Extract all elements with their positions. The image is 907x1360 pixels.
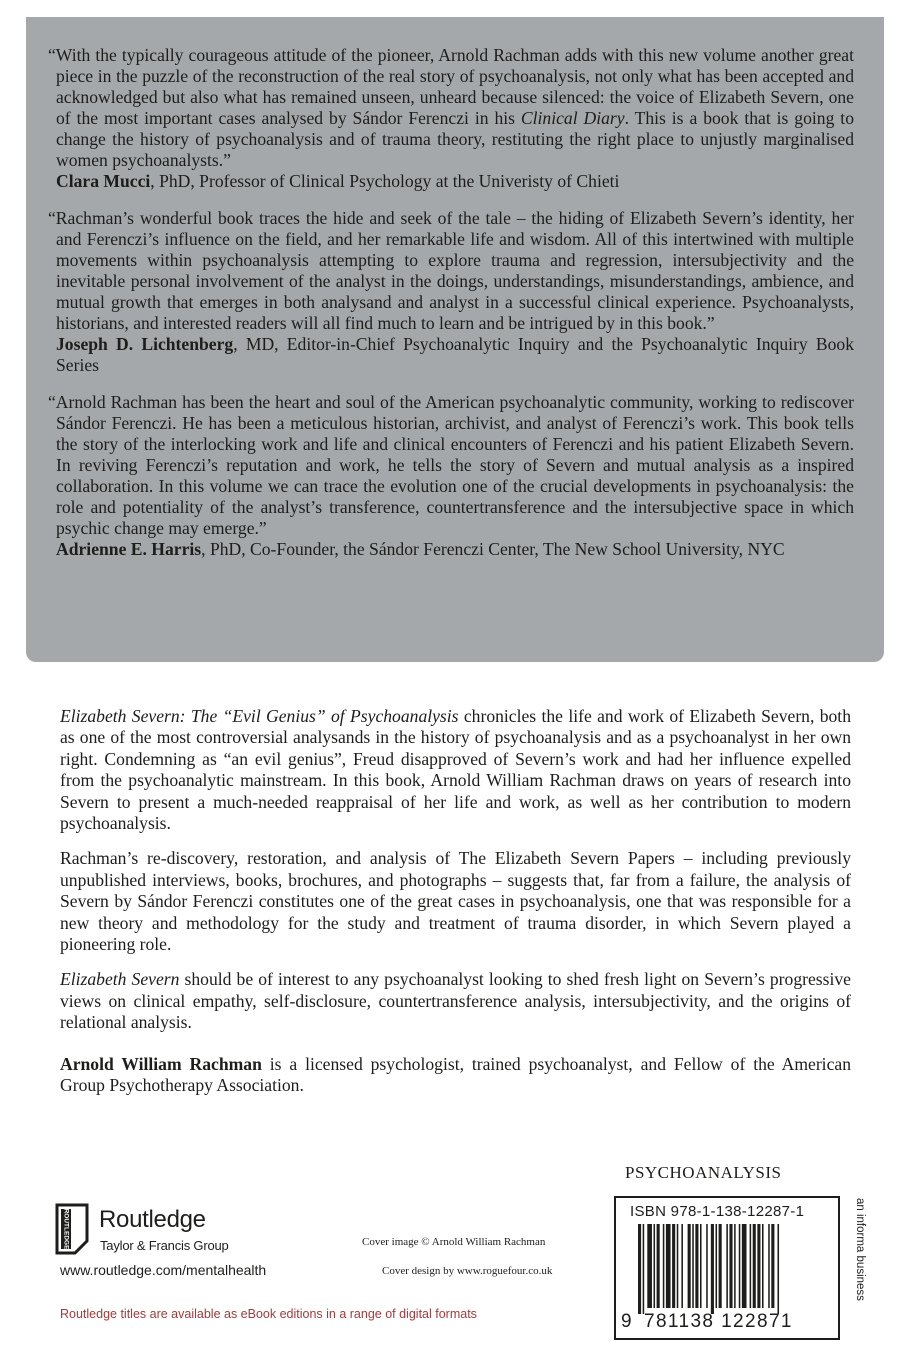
book-title-short: Elizabeth Severn [60, 969, 180, 990]
barcode-bar [719, 1224, 722, 1308]
barcode-bar [711, 1224, 714, 1314]
paragraph-text: chronicles the life and work of Elizabeth Severn, both as one of the most controversial analysands in the history of psychoanalysis and as a psychoanalyst in her own right. Condemning as “an evil genius”, Freud disapproved of Severn’s work and had her influence expelled from the psychoanalytic mainstream. In this book, Arnold William Rachman draws on years of research into Severn to present a much-needed reappraisal of her life and work, as well as her contribution to modern psychoanalysis. [60, 706, 851, 834]
isbn-label: ISBN 978-1-138-12287-1 [630, 1203, 805, 1220]
logo-wordmark: ROUTLEDGE [62, 1208, 70, 1250]
barcode-bar [706, 1224, 708, 1308]
author-bio [60, 1054, 851, 1097]
endorser-name: Clara Mucci [56, 171, 151, 191]
endorser-name: Adrienne E. Harris [56, 539, 202, 559]
barcode-bar [753, 1224, 756, 1308]
endorser-name: Joseph D. Lichtenberg [56, 334, 234, 354]
subject-category: PSYCHOANALYSIS [625, 1163, 782, 1182]
barcode-bar [643, 1224, 645, 1314]
barcode-digits: 781138 122871 [644, 1311, 793, 1332]
barcode-icon [638, 1224, 824, 1314]
book-title: Elizabeth Severn: The “Evil Genius” of Psychoanalysis [60, 706, 459, 726]
barcode-bar [654, 1224, 656, 1308]
publisher-group: Taylor & Francis Group [100, 1238, 229, 1253]
ebook-availability-note: Routledge titles are available as eBook editions in a range of digital formats [60, 1307, 477, 1321]
barcode-bar [677, 1224, 679, 1308]
barcode-bar [657, 1224, 660, 1308]
barcode-bar [768, 1224, 770, 1308]
barcode-bar [734, 1224, 736, 1308]
barcode-first-digit: 9 [621, 1311, 632, 1332]
description-paragraph [60, 706, 851, 834]
quote-attribution [56, 171, 854, 192]
endorser-credentials: , PhD, Professor of Clinical Psychology at the Univeristy of Chieti [150, 171, 620, 191]
endorser-credentials: , MD, Editor-in-Chief Psychoanalytic Inquiry and the Psychoanalytic Inquiry Book Series [56, 334, 854, 375]
description-paragraph [60, 848, 851, 955]
quote-text: “With the typically courageous attitude of the pioneer, Arnold Rachman adds with this new volume another great piece in the puzzle of the reconstruction of the real story of psychoanalysis, not only what has been accepted and acknowledged but also what has remained unseen, unheard because silenced: the voice of Elizabeth Severn, one of the most important cases analysed by Sándor Ferenczi in his [48, 45, 854, 128]
barcode-bar [692, 1224, 694, 1308]
endorser-credentials: , PhD, Co-Founder, the Sándor Ferenczi Center, The New School University, NYC [201, 539, 785, 559]
cover-image-credit: Cover image © Arnold William Rachman [362, 1236, 546, 1248]
book-description [60, 706, 851, 1111]
barcode-bar [638, 1224, 641, 1314]
barcode-bar [778, 1224, 780, 1314]
cover-design-credit: Cover design by www.roguefour.co.uk [382, 1265, 553, 1277]
author-name: Arnold William Rachman [60, 1053, 262, 1074]
endorsements-panel [26, 17, 884, 662]
barcode-bar [663, 1224, 665, 1308]
barcode-bar [742, 1224, 747, 1308]
barcode-bar [700, 1224, 702, 1308]
barcode-bar [672, 1224, 675, 1308]
quote-text: “Rachman’s wonderful book traces the hide and seek of the tale – the hiding of Elizabeth Severn’s identity, her and Ferenczi’s influence on the field, and her remarkable life and wisdom. All of this intertwined with multiple movements within psychoanalysis attempting to explore trauma and regression, intersubjectivity and the inevitable personal involvement of the analyst in the doings, understandings, misunderstandings, ambience, and mutual growth that emerges in both analysand and analyst in a successful clinical experience. Psychoanalysts, historians, and interested readers will all find much to learn and be intrigued by in this book.” [48, 208, 854, 333]
barcode-bar [647, 1224, 652, 1308]
routledge-logo-icon [53, 1203, 95, 1255]
barcode-bar [716, 1224, 718, 1308]
barcode-bar [695, 1224, 698, 1308]
barcode-bar [681, 1224, 683, 1308]
barcode-bar [739, 1224, 741, 1308]
informa-tagline: an informa business [854, 1198, 866, 1301]
barcode-bar [757, 1224, 760, 1308]
publisher-name: Routledge [99, 1206, 206, 1233]
quote-text-continued: . This is a book that is going to change the history of psychoanalysis and of trauma theory, restituting the right place to unjustly marginalised women psychoanalysts.” [56, 108, 854, 170]
publisher-url[interactable]: www.routledge.com/mentalhealth [60, 1262, 267, 1278]
barcode-bar [688, 1224, 691, 1308]
isbn-barcode-box [614, 1196, 840, 1340]
quote-text: “Arnold Rachman has been the heart and soul of the American psychoanalytic community, working to rediscover Sándor Ferenczi. He has been a meticulous historian, archivist, and analyst of Ferenczi’s work. This book tells the story of the interlocking work and life and clinical encounters of Ferenczi and his patient Elizabeth Severn. In reviving Ferenczi’s reputation and work, he tells the story of Severn and mutual analysis as a inspired collaboration. In this volume we can trace the evolution one of the crucial developments in psychoanalysis: the role and potentiality of the analyst’s transference, countertransference and the intersubjective space in which psychic change may emerge.” [48, 392, 854, 538]
barcode-bar [726, 1224, 728, 1308]
paragraph-text: should be of interest to any psychoanalyst looking to shed fresh light on Severn’s progressive views on clinical empathy, self-disclosure, countertransference analysis, intersubjectivity, and the origins of relational analysis. [60, 969, 851, 1033]
barcode-bar [762, 1224, 764, 1308]
barcode-bar [729, 1224, 732, 1308]
endorsement-quote [48, 208, 854, 376]
barcode-bar [666, 1224, 671, 1308]
barcode-bar [771, 1224, 774, 1308]
quote-italic-title: Clinical Diary [520, 108, 625, 128]
description-paragraph [60, 969, 851, 1033]
quote-attribution [56, 539, 854, 560]
author-bio-text: is a licensed psychologist, trained psychoanalyst, and Fellow of the American Group Psychotherapy Association. [60, 1053, 851, 1096]
quote-attribution [56, 334, 854, 376]
barcode-bar [750, 1224, 752, 1308]
endorsement-quote [48, 45, 854, 192]
paragraph-text: Rachman’s re-discovery, restoration, and analysis of The Elizabeth Severn Papers – including previously unpublished interviews, books, brochures, and photographs – suggests that, far from a failure, the analysis of Severn by Sándor Ferenczi constitutes one of the great cases in psychoanalysis, one that was responsible for a new theory and methodology for the study and treatment of trauma disorder, in which Severn played a pioneering role. [60, 848, 851, 955]
endorsement-quote [48, 392, 854, 560]
